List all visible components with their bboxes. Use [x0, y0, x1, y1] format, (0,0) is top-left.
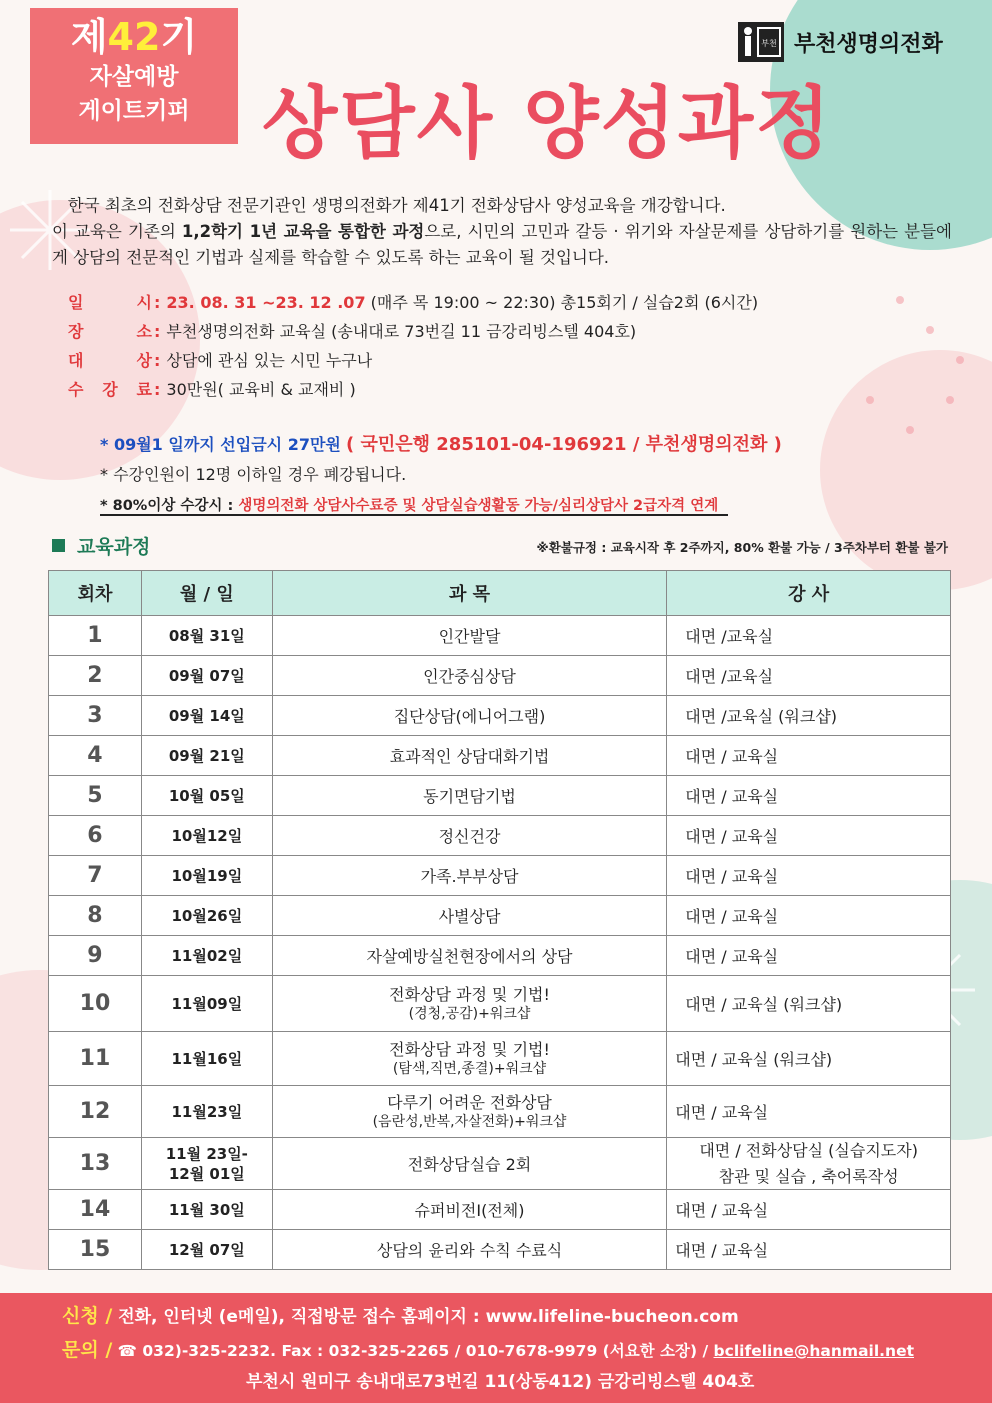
table-row: 1 08월 31일 인간발달 대면 /교육실 [49, 616, 951, 656]
info-date: 일 시 : 23. 08. 31 ~23. 12 .07 (매주 목 19:00 ~ 22:30) 총15회기 / 실습2회 (6시간) [68, 288, 758, 317]
header-session: 회차 [49, 571, 142, 616]
fee-value: 30만원( 교육비 & 교재비 ) [166, 380, 356, 399]
table-row: 14 11월 30일 슈퍼비전Ⅰ(전체) 대면 / 교육실 [49, 1190, 951, 1230]
info-place: 장 소 : 부천생명의전화 교육실 (송내대로 73번길 11 금강리빙스텔 404호) [68, 317, 758, 346]
section-title: 교육과정 [52, 532, 150, 559]
intro-p2b: 1,2학기 1년 교육을 통합한 과정 [181, 222, 425, 241]
notes [100, 430, 782, 521]
square-bullet-icon [52, 539, 65, 552]
badge-number: 42 [107, 15, 161, 59]
table-row: 12 11월23일 다루기 어려운 전화상담 (음란성,반복,자살전화)+워크샵 대면 / 교육실 [49, 1086, 951, 1138]
header-date: 월 / 일 [141, 571, 272, 616]
table-row: 11 11월16일 전화상담 과정 및 기법! (탐색,직면,종결)+워크샵 대면 / 교육실 (워크샵) [49, 1032, 951, 1086]
org-logo [738, 20, 943, 64]
edition-badge [30, 8, 238, 144]
note-prepay: * 09월1 일까지 선입금시 27만원 ( 국민은행 285101-04-196921 / 부천생명의전화 ) [100, 434, 782, 455]
table-row: 4 09월 21일 효과적인 상담대화기법 대면 / 교육실 [49, 736, 951, 776]
footer-inquiry: 문의 / ☎ 032)-325-2232. Fax : 032-325-2265 / 010-7678-9979 (서요한 소장) / bclifeline@hanmail.net [62, 1339, 914, 1361]
table-row: 7 10월19일 가족.부부상담 대면 / 교육실 [49, 856, 951, 896]
footer-contact [0, 1293, 992, 1403]
header-subject: 과 목 [272, 571, 667, 616]
table-row: 2 09월 07일 인간중심상담 대면 /교육실 [49, 656, 951, 696]
badge-suffix: 기 [160, 15, 198, 59]
date-extra: (매주 목 19:00 ~ 22:30) 총15회기 / 실습2회 (6시간) [370, 293, 759, 312]
table-row: 10 11월09일 전화상담 과정 및 기법! (경청,공감)+워크샵 대면 / 교육실 (워크샵) [49, 976, 951, 1032]
note-cancel: * 수강인원이 12명 이하일 경우 폐강됩니다. [100, 465, 407, 484]
refund-policy: ※환불규정 : 교육시작 후 2주까지, 80% 환불 가능 / 3주차부터 환불 불가 [536, 540, 948, 555]
place-value: 부천생명의전화 교육실 (송내대로 73번길 11 금강리빙스텔 404호) [166, 322, 637, 341]
table-header [49, 571, 951, 616]
date-value: 23. 08. 31 ~23. 12 .07 [166, 293, 366, 312]
intro-p1: 한국 최초의 전화상담 전문기관인 생명의전화가 제41기 전화상담사 양성교육을 개강합니다. [67, 196, 726, 215]
table-row: 9 11월02일 자살예방실천현장에서의 상담 대면 / 교육실 [49, 936, 951, 976]
target-value: 상담에 관심 있는 시민 누구나 [166, 351, 373, 370]
footer-apply: 신청 / 전화, 인터넷 (e메일), 직접방문 접수 홈페이지 : www.lifeline-bucheon.com [62, 1305, 739, 1327]
email-link[interactable]: bclifeline@hanmail.net [713, 1342, 914, 1360]
table-row: 3 09월 14일 집단상담(에니어그램) 대면 /교육실 (워크샵) [49, 696, 951, 736]
apply-text[interactable]: 전화, 인터넷 (e메일), 직접방문 접수 홈페이지 : www.lifeline-bucheon.com [118, 1307, 739, 1327]
info-target: 대 상 : 상담에 관심 있는 시민 누구나 [68, 346, 758, 375]
table-row: 8 10월26일 사별상담 대면 / 교육실 [49, 896, 951, 936]
badge-line2: 자살예방 [89, 64, 179, 90]
header-lecturer: 강 사 [667, 571, 951, 616]
note-certificate: * 80%이상 수강시 : 생명의전화 상담사수료증 및 상담실습생활동 가능/심리상담사 2급자격 연계 [100, 490, 782, 521]
badge-line3: 게이트키퍼 [78, 98, 190, 124]
intro-paragraph [52, 193, 952, 271]
table-row: 13 11월 23일- 12월 01일 전화상담실습 2회 대면 / 전화상담실 (실습지도자) 참관 및 실습 , 축어록작성 [49, 1138, 951, 1190]
table-row: 6 10월12일 정신건강 대면 / 교육실 [49, 816, 951, 856]
badge-prefix: 제 [70, 15, 108, 59]
table-row: 5 10월 05일 동기면담기법 대면 / 교육실 [49, 776, 951, 816]
intro-p2c: 으로, 시민의 고민과 갈등 · 위기와 자살문제를 상담하기를 원하는 분들에게 상담의 전문적인 기법과 실제를 학습할 수 있도록 하는 교육이 될 것입니다. [52, 222, 952, 267]
intro-p2a: 이 교육은 기존의 [52, 222, 182, 241]
curriculum-table [48, 570, 951, 1270]
footer-address: 부천시 원미구 송내대로73번길 11(상동412) 금강리빙스텔 404호 [246, 1372, 755, 1392]
logo-mark-text: 부천 [761, 39, 777, 48]
info-fee: 수 강 료 : 30만원( 교육비 & 교재비 ) [68, 375, 758, 404]
org-name: 부천생명의전화 [794, 31, 943, 57]
course-info [68, 288, 758, 404]
phone-person-icon [738, 22, 784, 62]
table-row: 15 12월 07일 상담의 윤리와 수칙 수료식 대면 / 교육실 [49, 1230, 951, 1270]
page-title: 상담사 양성과정 [262, 79, 833, 169]
